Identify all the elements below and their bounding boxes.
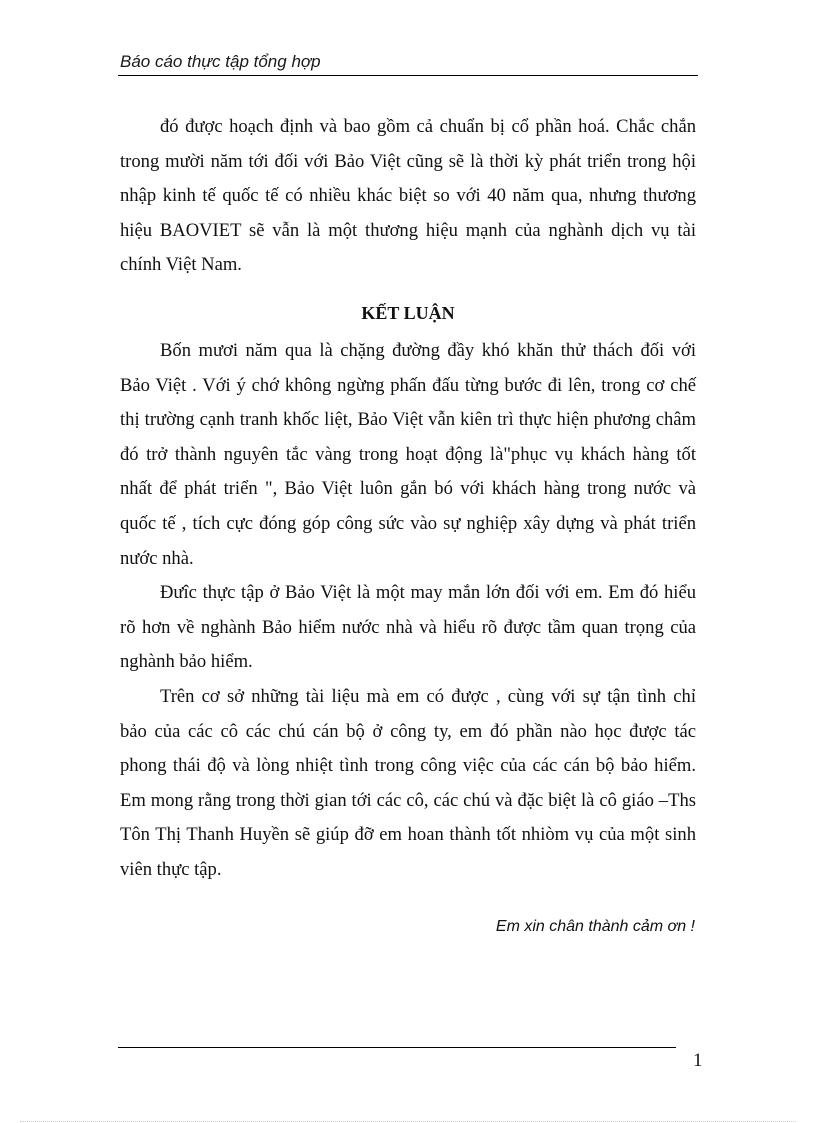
paragraph-line: Em mong rằng trong thời gian tới các cô, các chú và đặc biệt là cô giáo –Ths: [120, 789, 696, 811]
paragraph-line: trong mười năm tới đối với Bảo Việt cũng sẽ là thời kỳ phát triển trong hội: [120, 150, 696, 172]
paragraph-line: Đưîc thực tập ở Bảo Việt là một may mắn lớn đối với em. Em đó hiểu: [160, 582, 696, 603]
paragraph-line: đó trở thành nguyên tắc vàng trong hoạt động là"phục vụ khách hàng tốt: [120, 443, 696, 465]
running-header-title: Báo cáo thực tập tổng hợp: [120, 52, 321, 71]
page-edge-divider: [20, 1121, 796, 1122]
paragraph-line: Trên cơ sở những tài liệu mà em có được , cùng với sự tận tình chỉ: [160, 686, 696, 707]
paragraph-line: thị trường cạnh tranh khốc liệt, Bảo Việt vẫn kiên trì thực hiện phương châm: [120, 409, 696, 431]
paragraph-line: nghành bảo hiểm.: [120, 651, 253, 673]
paragraph-line: bảo của các cô các chú cán bộ ở công ty, em đó phần nào học được tác: [120, 720, 696, 742]
paragraph-line: rõ hơn về nghành Bảo hiểm nước nhà và hiểu rõ được tầm quan trọng của: [120, 616, 696, 638]
paragraph-line: Bảo Việt . Với ý chớ không ngừng phấn đấu từng bước đi lên, trong cơ chế: [120, 374, 696, 396]
closing-thanks: Em xin chân thành cảm ơn !: [495, 918, 695, 935]
paragraph-line: nước nhà.: [120, 547, 194, 569]
paragraph-line: Tôn Thị Thanh Huyền sẽ giúp đỡ em hoan thành tốt nhiòm vụ của một sinh: [120, 824, 696, 846]
paragraph-line: hiệu BAOVIET sẽ vẫn là một thương hiệu mạnh của nghành dịch vụ tài: [120, 219, 696, 241]
page-number: 1: [693, 1050, 703, 1071]
paragraph-line: quốc tế , tích cực đóng góp công sức vào sự nghiệp xây dựng và phát triển: [120, 512, 696, 534]
section-heading: KẾT LUẬN: [361, 303, 455, 323]
paragraph-intro: [120, 110, 696, 283]
footer-rule: [118, 1047, 676, 1048]
paragraph-line: viên thực tập.: [120, 858, 222, 880]
header-rule: [118, 75, 698, 76]
paragraph-line: nhất để phát triển ", Bảo Việt luôn gắn bó với khách hàng trong nước và: [120, 478, 696, 500]
paragraph-line: đó được hoạch định và bao gồm cả chuẩn bị cổ phần hoá. Chắc chắn: [160, 116, 696, 137]
paragraph-line: nhập kinh tế quốc tế có nhiều khác biệt so với 40 năm qua, nhưng thương: [120, 185, 696, 207]
conclusion-paragraph-2: [120, 576, 696, 680]
conclusion-paragraph-3: [120, 680, 696, 888]
conclusion-paragraph-1: [120, 334, 696, 576]
paragraph-line: chính Việt Nam.: [120, 254, 242, 276]
paragraph-line: phong thái độ và lòng nhiệt tình trong công việc của các cán bộ bảo hiểm.: [120, 755, 696, 777]
paragraph-line: Bốn mươi năm qua là chặng đường đầy khó khăn thử thách đối với: [160, 340, 696, 361]
